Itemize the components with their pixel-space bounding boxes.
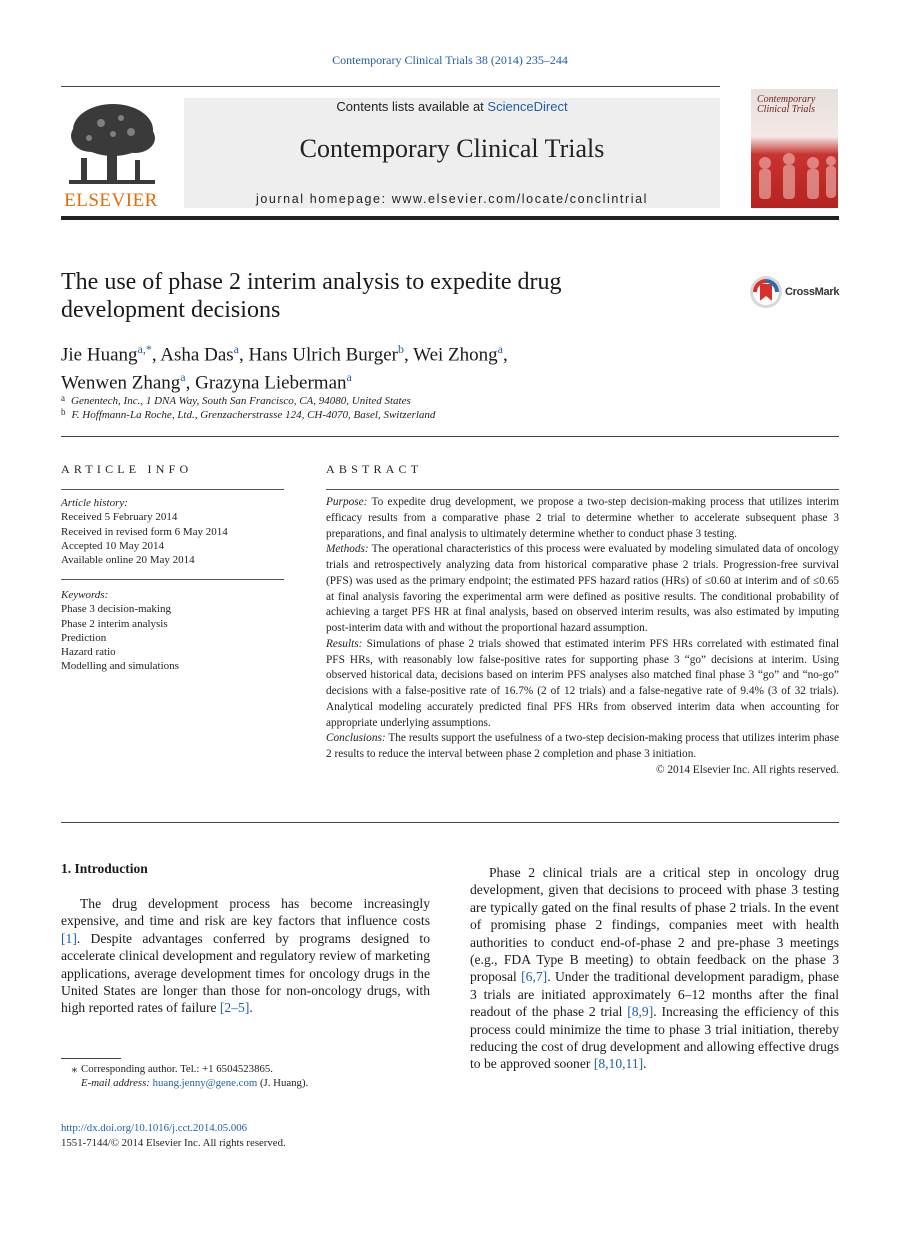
body-text: . Despite advantages conferred by programs designed to accelerate clinical development and regulatory review of marketing applications, average development times for oncology drugs in the United States are longer than those for non-oncology drugs, with high reported rates of failure: [61, 930, 430, 1016]
keyword-item: Phase 2 interim analysis: [61, 617, 168, 630]
affiliation: [61, 407, 435, 421]
abstract-heading: ABSTRACT: [326, 462, 423, 476]
section-heading-introduction: 1. Introduction: [61, 861, 148, 876]
email-label: E-mail address:: [81, 1077, 150, 1090]
article-info-rule: [61, 489, 284, 490]
abstract-copyright: © 2014 Elsevier Inc. All rights reserved.: [655, 763, 839, 776]
affiliation-text: F. Hoffmann-La Roche, Ltd., Grenzacherstrasse 124, CH-4070, Basel, Switzerland: [71, 409, 436, 421]
author-affiliation-mark: a: [180, 370, 186, 385]
history-item: Received in revised form 6 May 2014: [61, 525, 228, 538]
history-item: Available online 20 May 2014: [61, 554, 195, 567]
keyword-item: Phase 3 decision-making: [61, 603, 171, 616]
author-separator: ,: [502, 344, 508, 366]
citation-link[interactable]: [8,10,11]: [593, 1056, 644, 1072]
footnote-star: ⁎: [71, 1063, 77, 1075]
abstract-text: The operational characteristics of this process were evaluated by modeling simulated data of oncology trials and retrospectively analyzing data from historical comparative phase 2 trials. Progression-free survival (PFS) was used as the primary endpoint; the estimated PFS hazard ratios (HRs) of ≤0.60 at interim and of ≤0.65 at final analysis favoring the experimental arm were defined as positive results. The conditional probability of achieving a target PFS HR at final analysis, based on observed interim results, was also estimated by imputing post-interim data with and without the proportional hazard assumption.: [326, 543, 839, 634]
abstract-text: The results support the usefulness of a two-step decision-making process that utilizes interim phase 2 results to reduce the interval between phase 2 completion and phase 3 initiation.: [326, 732, 839, 760]
author-name[interactable]: Hans Ulrich Burger: [248, 344, 398, 366]
keyword-item: Modelling and simulations: [61, 660, 179, 673]
author-affiliation-mark: a: [346, 370, 352, 385]
body-text: .: [249, 1000, 253, 1016]
affiliation: [61, 393, 411, 407]
sciencedirect-link[interactable]: ScienceDirect: [487, 99, 568, 114]
keywords-list: [61, 588, 179, 674]
body-text: . Increasing the efficiency of this process could minimize the time to phase 3 trial initiation, thereby reducing the cost of drug development and allowing effective drugs to be approved sooner: [470, 1004, 839, 1072]
body-paragraph: [61, 895, 430, 1017]
citation-link[interactable]: [1]: [61, 930, 77, 946]
author-separator: ,: [404, 344, 414, 366]
abstract-label: Results:: [326, 637, 363, 650]
article-history: [61, 496, 228, 567]
affiliation-mark: b: [61, 407, 66, 417]
abstract-label: Purpose:: [326, 496, 368, 508]
author-separator: ,: [151, 344, 161, 366]
crossmark-label[interactable]: CrossMark: [785, 286, 840, 298]
contents-prefix: Contents lists available at: [336, 99, 488, 114]
author-name[interactable]: Wenwen Zhang: [61, 372, 181, 394]
author-affiliation-mark: a,*: [137, 342, 152, 356]
abstract-rule: [326, 489, 839, 490]
article-info-heading: ARTICLE INFO: [61, 462, 193, 476]
body-column-left: [61, 895, 430, 1017]
abstract-body: [326, 495, 839, 779]
corresponding-author-footnote: [61, 1062, 308, 1090]
abstract-purpose: [326, 495, 839, 542]
homepage-url[interactable]: www.elsevier.com/locate/conclintrial: [391, 192, 649, 206]
author-list: [61, 338, 761, 395]
keywords-rule: [61, 579, 284, 580]
history-item: Accepted 10 May 2014: [61, 539, 164, 552]
journal-homepage: [184, 192, 720, 206]
body-text: Phase 2 clinical trials are a critical step in oncology drug development, given that decisions to proceed with phase 3 testing are typically gated on the final results of phase 2 trials. In the event of promising phase 2 findings, companies meet with health authorities to conduct end-of-phase 2 and pre-phase 3 meetings (e.g., FDA Type B meeting) to obtain feedback on the phase 3 proposal: [470, 865, 839, 985]
journal-name: Contemporary Clinical Trials: [299, 134, 605, 163]
cover-figures-graphic: [751, 149, 838, 208]
header-top-rule: [61, 86, 720, 87]
author-separator: ,: [185, 372, 196, 394]
author-name[interactable]: Asha Das: [160, 344, 234, 366]
author-name[interactable]: Jie Huang: [61, 344, 138, 366]
body-paragraph: [470, 864, 839, 1073]
affiliation-mark: a: [61, 393, 65, 403]
affiliation-text: Genentech, Inc., 1 DNA Way, South San Francisco, CA, 94080, United States: [71, 395, 411, 407]
citation-link[interactable]: [6,7]: [521, 969, 548, 985]
abstract-text: To expedite drug development, we propose a two-step decision-making process that utilizes interim efficacy results from a comparative phase 2 trial to determine whether to accelerate subsequent phase 3 preparations, and final analysis to ultimately determine whether to conduct phase 3 testing.: [326, 496, 839, 540]
abstract-label: Methods:: [326, 543, 369, 556]
affiliation-rule: [61, 436, 839, 437]
header-bottom-rule: [61, 216, 839, 220]
publisher-wordmark: ELSEVIER: [64, 190, 158, 211]
history-label: Article history:: [61, 497, 128, 509]
author-affiliation-mark: a: [497, 342, 503, 356]
cover-title: Contemporary Clinical Trials: [757, 94, 816, 115]
author-affiliation-mark: a: [233, 342, 239, 356]
abstract-bottom-rule: [61, 822, 839, 823]
author-name[interactable]: Grazyna Lieberman: [195, 372, 347, 394]
author-email-link[interactable]: huang.jenny@gene.com: [152, 1077, 258, 1090]
body-text: . Under the traditional development paradigm, phase 3 trials are initiated approximately 6–12 months after the final readout of the phase 2 trial: [470, 969, 839, 1020]
footnote-text: Corresponding author. Tel.: +1 6504523865.: [81, 1063, 273, 1075]
journal-cover-image: [751, 89, 838, 208]
abstract-methods: [326, 542, 839, 637]
citation-link[interactable]: [2–5]: [219, 1000, 250, 1016]
issn-copyright: 1551-7144/© 2014 Elsevier Inc. All rights reserved.: [61, 1137, 286, 1149]
author-separator: ,: [238, 344, 249, 366]
journal-citation-link[interactable]: Contemporary Clinical Trials 38 (2014) 235–244: [332, 53, 568, 67]
doi-link[interactable]: http://dx.doi.org/10.1016/j.cct.2014.05.006: [61, 1122, 248, 1134]
keyword-item: Prediction: [61, 631, 107, 644]
abstract-results: [326, 637, 839, 732]
citation-link[interactable]: [8,9]: [627, 1004, 654, 1020]
body-column-right: [470, 864, 839, 1073]
abstract-label: Conclusions:: [326, 732, 386, 745]
history-item: Received 5 February 2014: [61, 511, 178, 524]
body-text: The drug development process has become increasingly expensive, and time and risk are key factors that influence costs: [61, 896, 430, 929]
keywords-label: Keywords:: [61, 589, 109, 601]
author-affiliation-mark: b: [398, 342, 404, 356]
article-title: The use of phase 2 interim analysis to expedite drug development decisions: [61, 269, 562, 323]
author-name[interactable]: Wei Zhong: [413, 344, 498, 366]
footnote-rule: [61, 1058, 121, 1059]
abstract-text: Simulations of phase 2 trials showed that estimated interim PFS HRs correlated with estimated final PFS HRs, with reasonably low false-positive rates for supporting phase 3 “go” decisions at interim. Using observed historical data, decisions based on interim PFS analyses also matched final phase 3 “go” and “no-go” decisions with a false-positive rate of 16.7% (2 of 12 trials) and a false-negative rate of 9.4% (3 of 32 trials). Analytical modeling accurately predicted final PFS HRs from observed interim data when accounting for appropriate underlying assumptions.: [326, 637, 839, 729]
homepage-prefix: journal homepage:: [255, 192, 392, 206]
contents-availability: [184, 99, 720, 114]
keyword-item: Hazard ratio: [61, 646, 116, 659]
abstract-conclusions: [326, 731, 839, 763]
email-suffix: (J. Huang).: [257, 1077, 309, 1090]
body-text: .: [643, 1056, 647, 1072]
